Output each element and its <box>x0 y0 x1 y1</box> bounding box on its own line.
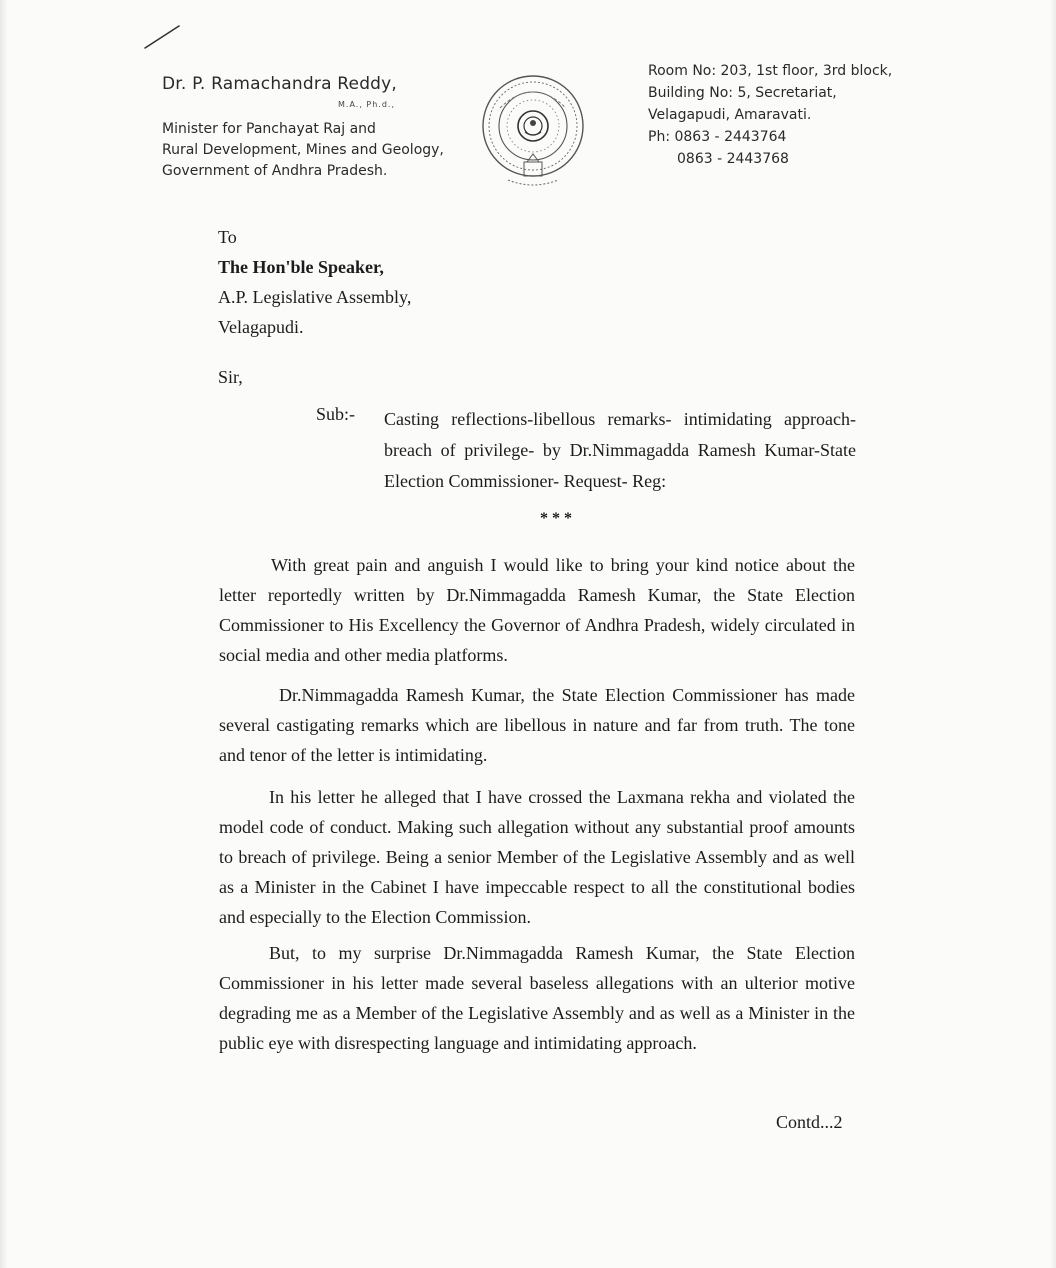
subject-text: Casting reflections-libellous remarks- intimidating approach- breach of privilege- by Dr.Nimmagadda Ramesh Kumar-State Election Commissioner- Request- Reg: <box>384 409 856 491</box>
designation-line: Rural Development, Mines and Geology, <box>162 142 444 158</box>
address-line: Building No: 5, Secretariat, <box>648 85 837 101</box>
andhra-pradesh-emblem-icon <box>478 68 588 196</box>
address-line: Velagapudi, Amaravati. <box>648 107 812 123</box>
pen-tick-mark-icon <box>142 22 182 50</box>
paragraph-4: But, to my surprise Dr.Nimmagadda Ramesh Kumar, the State Election Commissioner in his letter made several baseless allegations with an ulterior motive degrading me as a Member of the Legislative Assembly and as well as a Minister in the public eye with disrespecting language and intimidating approach. <box>219 943 855 1053</box>
separator: *** <box>540 510 576 527</box>
recipient-org: A.P. Legislative Assembly, <box>218 287 412 307</box>
phone-1: Ph: 0863 - 2443764 <box>648 129 787 145</box>
recipient-place: Velagapudi. <box>218 317 304 337</box>
continued-marker: Contd...2 <box>776 1112 843 1132</box>
salutation: Sir, <box>218 367 243 387</box>
subject-label: Sub:- <box>316 404 356 424</box>
sender-designation <box>162 119 444 182</box>
phone-2: 0863 - 2443768 <box>677 151 789 167</box>
paragraph-2: Dr.Nimmagadda Ramesh Kumar, the State Election Commissioner has made several castigating remarks which are libellous in nature and far from truth. The tone and tenor of the letter is intimidating. <box>219 685 855 765</box>
recipient-to: To <box>218 227 237 247</box>
sender-degrees: M.A., Ph.d., <box>338 100 396 109</box>
scan-edge-left <box>0 0 8 1268</box>
scan-edge-right <box>1050 0 1056 1268</box>
recipient-title: The Hon'ble Speaker, <box>218 257 384 277</box>
office-address <box>648 60 892 170</box>
paragraph-1: With great pain and anguish I would like to bring your kind notice about the letter reportedly written by Dr.Nimmagadda Ramesh Kumar, the State Election Commissioner to His Excellency the Governor of Andhra Pradesh, widely circulated in social media and other media platforms. <box>219 555 855 665</box>
paragraph-3: In his letter he alleged that I have crossed the Laxmana rekha and violated the model code of conduct. Making such allegation without any substantial proof amounts to breach of privilege. Being a senior Member of the Legislative Assembly and as well as a Minister in the Cabinet I have impeccable respect to all the constitutional bodies and especially to the Election Commission. <box>219 787 855 927</box>
designation-line: Minister for Panchayat Raj and <box>162 121 376 137</box>
address-line: Room No: 203, 1st floor, 3rd block, <box>648 63 893 79</box>
recipient-block <box>218 222 411 342</box>
sender-name: Dr. P. Ramachandra Reddy, <box>162 74 398 94</box>
designation-line: Government of Andhra Pradesh. <box>162 163 388 179</box>
